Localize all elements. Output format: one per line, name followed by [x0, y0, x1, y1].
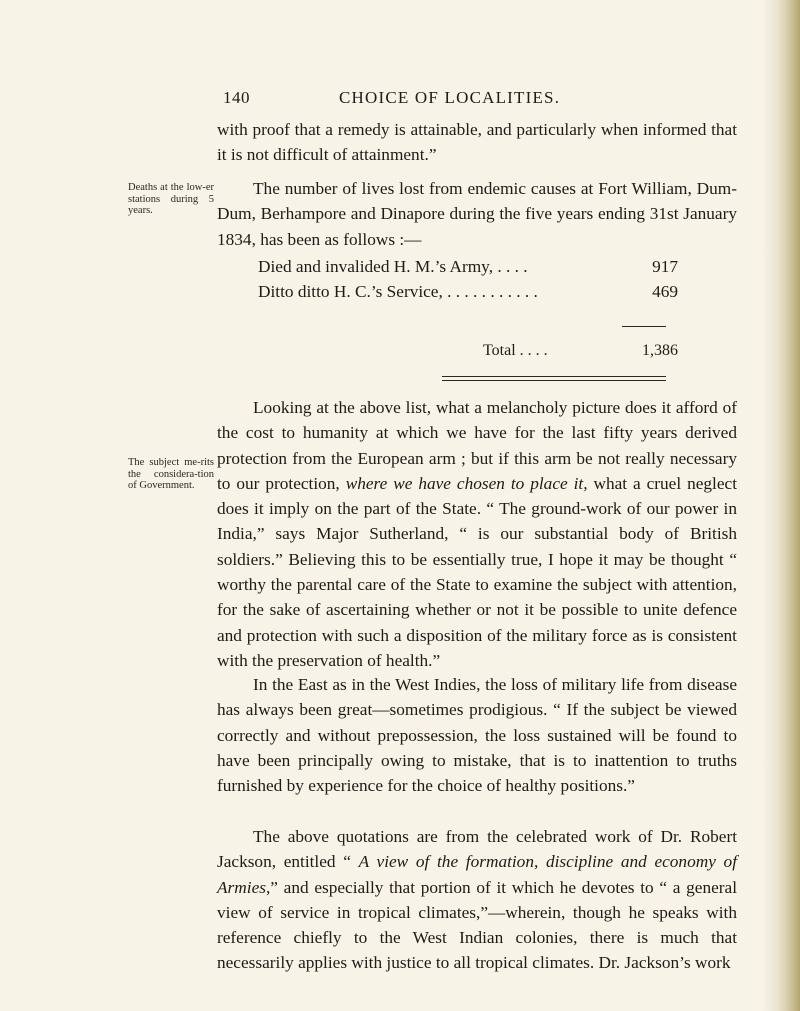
page-edge-shadow	[762, 0, 776, 1011]
paragraph-quotations-text-2: ” and especially that portion of it which he devotes to “ a general view of service in tropical climates,”—wherein, though he speaks with reference chiefly to the West Indian colonies, there is much that necessarily applies with justice to all tropical climates. Dr. Jackson’s work	[217, 877, 737, 973]
sum-rule	[622, 326, 666, 327]
paragraph-deaths: The number of lives lost from endemic causes at Fort William, Dum-Dum, Berhampore and Dinapore during the five years ending 31st January 1834, has been as follows :—	[217, 179, 737, 249]
paragraph-continuation: with proof that a remedy is attainable, and particularly when informed that it is not difficult of attainment.”	[217, 120, 737, 165]
book-title-italic: A view of the formation, discipline and economy of Armies,	[217, 852, 737, 897]
table-row-label: Ditto ditto H. C.’s Service, . . . . . . . . . . .	[258, 282, 538, 301]
total-double-rule	[442, 376, 666, 381]
table-row-value: 469	[652, 282, 678, 301]
table-row-label: Died and invalided H. M.’s Army, . . . .	[258, 257, 528, 276]
margin-note-deaths: Deaths at the low-er stations during 5 years.	[128, 182, 214, 216]
page-number: 140	[223, 88, 250, 107]
mortality-table	[258, 254, 678, 304]
paragraph-looking-text-2: what a cruel neglect does it imply on the part of the State. “ The ground-work of our power in India,” says Major Sutherland, “ is our substantial body of British soldiers.” Believing this to be essentially true, I hope it may be thought “ worthy the parental care of the State to examine the subject with attention, for the sake of ascertaining whether or not it be possible to unite defence and protection with such a disposition of the military force as is consistent with the preservation of health.”	[217, 473, 737, 670]
running-title: CHOICE OF LOCALITIES.	[339, 88, 561, 107]
paragraph-looking-italic: where we have chosen to place it,	[345, 473, 588, 493]
page-edge	[776, 0, 800, 1011]
total-value: 1,386	[642, 342, 678, 359]
paragraph-quotations-text-1: The above quotations are from the celebrated work of Dr. Robert Jackson, entitled “	[217, 827, 737, 872]
paragraph-quotations	[217, 824, 737, 976]
paragraph-looking-text-1: Looking at the above list, what a melancholy picture does it afford of the cost to humanity at which we have for the last fifty years derived protection from the European arm ; but if this arm be not really necessary to our protection,	[217, 398, 737, 493]
table-row	[258, 279, 678, 304]
paragraph-east-west: In the East as in the West Indies, the loss of military life from disease has always been great—sometimes prodigious. “ If the subject be viewed correctly and without prepossession, the loss sustained will be found to have been principally owing to mistake, that is to inattention to truths furnished by experience for the choice of healthy positions.”	[217, 675, 737, 796]
paragraph-looking	[217, 395, 737, 673]
table-total-row	[258, 342, 678, 367]
table-row-value: 917	[652, 257, 678, 276]
table-row	[258, 254, 678, 279]
margin-note-subject: The subject me-rits the considera-tion of Government.	[128, 457, 214, 491]
total-label: Total . . . .	[483, 342, 548, 359]
